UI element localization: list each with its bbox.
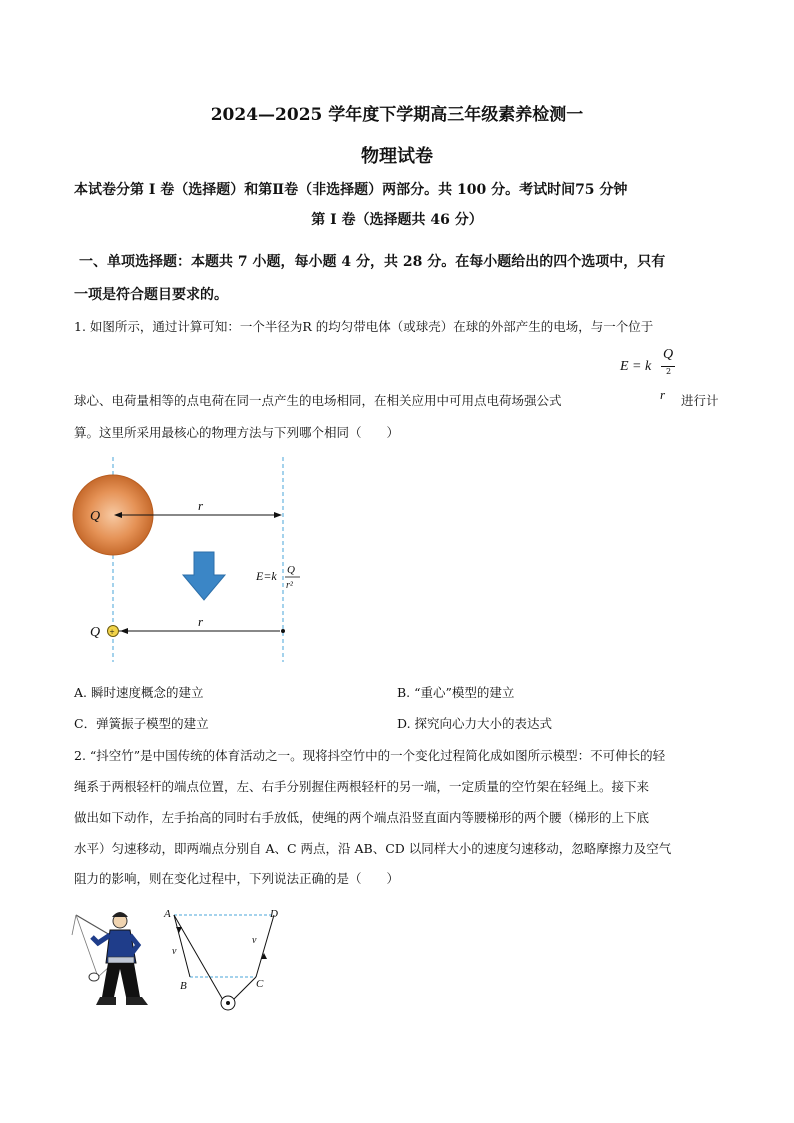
part-heading: 第 I 卷（选择题共 46 分）: [311, 212, 483, 228]
point-c-label: C: [256, 978, 264, 990]
q1-option-c[interactable]: C．弹簧振子模型的建立: [74, 716, 209, 731]
svg-text:+: +: [109, 627, 115, 637]
figure-formula-num: Q: [287, 564, 295, 576]
section-instruction-line2: 一项是符合题目要求的。: [74, 287, 228, 303]
q2-stem-line2: 绳系于两根轻杆的端点位置，左、右手分别握住两根轻杆的另一端，一定质量的空竹架在轻绳上。接下来: [74, 779, 650, 794]
leg-cd: [256, 915, 274, 977]
bottom-arrowhead-left: [120, 628, 128, 634]
velocity-label-left: v: [172, 946, 177, 957]
bottom-r-label: r: [198, 614, 204, 629]
q1-option-d[interactable]: D. 探究向心力大小的表达式: [397, 716, 553, 731]
q1-option-a[interactable]: A. 瞬时速度概念的建立: [74, 685, 204, 700]
exam-title: 2024—2025 学年度下学期高三年级素养检测一: [210, 105, 584, 125]
point-a-label: A: [164, 908, 171, 920]
q1-inline-formula: [620, 347, 690, 387]
q1-stem-line1: 1. 如图所示，通过计算可知：一个半径为R 的均匀带电体（或球壳）在球的外部产生的电场，与一个位于: [74, 319, 654, 334]
velocity-label-right: v: [252, 935, 257, 946]
q2-trapezoid-figure: [160, 905, 290, 1015]
q1-stem-line2: 球心、电荷量相等的点电荷在同一点产生的电场相同，在相关应用中可用点电荷场强公式: [74, 393, 562, 408]
field-point: [281, 629, 285, 633]
top-r-label: r: [198, 498, 204, 513]
q2-stem-line5: 阻力的影响，则在变化过程中，下列说法正确的是（ ）: [74, 871, 400, 886]
q2-stem-line3: 做出如下动作，左手抬高的同时右手放低，使绳的两个端点沿竖直面内等腰梯形的两个腰（梯形的上下底: [74, 810, 650, 825]
top-arrowhead-right: [274, 512, 282, 518]
point-charge-label: Q: [90, 625, 101, 640]
point-b-label: B: [180, 980, 187, 992]
diabolo-icon: [89, 973, 99, 981]
diabolo-player-illustration: [70, 905, 170, 1017]
figure-formula-den: r²: [286, 580, 293, 591]
down-arrow-icon: [183, 552, 225, 600]
q1-stem-line2-end: 进行计: [681, 393, 719, 408]
velocity-arrow-down: [176, 927, 182, 933]
figure-formula-lhs: E=k: [256, 569, 277, 583]
exam-subject: 物理试卷: [361, 146, 433, 167]
q1-formula-numerator: Q: [663, 347, 674, 362]
section-instruction-line1: 一、单项选择题：本题共 7 小题，每小题 4 分，共 28 分。在每小题给出的四个选项中，只有: [79, 254, 666, 270]
q2-stem-line4: 水平）匀速移动，即两端点分别自 A、C 两点，沿 AB、CD 以同样大小的速度匀速移动，忽略摩擦力及空气: [74, 841, 672, 856]
q2-stem-line1: 2. “抖空竹”是中国传统的体育活动之一。现将抖空竹中的一个变化过程简化成如图所示模型：不可伸长的轻: [74, 748, 666, 763]
q1-formula-r: r: [660, 387, 666, 402]
q1-figure: [70, 452, 310, 667]
q1-formula-denominator: 2: [666, 367, 672, 376]
point-d-label: D: [270, 908, 278, 920]
sphere-charge-label: Q: [90, 509, 101, 524]
q1-option-b[interactable]: B. “重心”模型的建立: [397, 685, 515, 700]
rope-right: [233, 977, 256, 1000]
exam-intro: 本试卷分第 I 卷（选择题）和第Ⅱ卷（非选择题）两部分。共 100 分。考试时间75 分钟: [74, 182, 628, 198]
q1-formula-lhs: E = k: [620, 359, 652, 374]
q1-stem-line3: 算。这里所采用最核心的物理方法与下列哪个相同（ ）: [74, 425, 400, 440]
